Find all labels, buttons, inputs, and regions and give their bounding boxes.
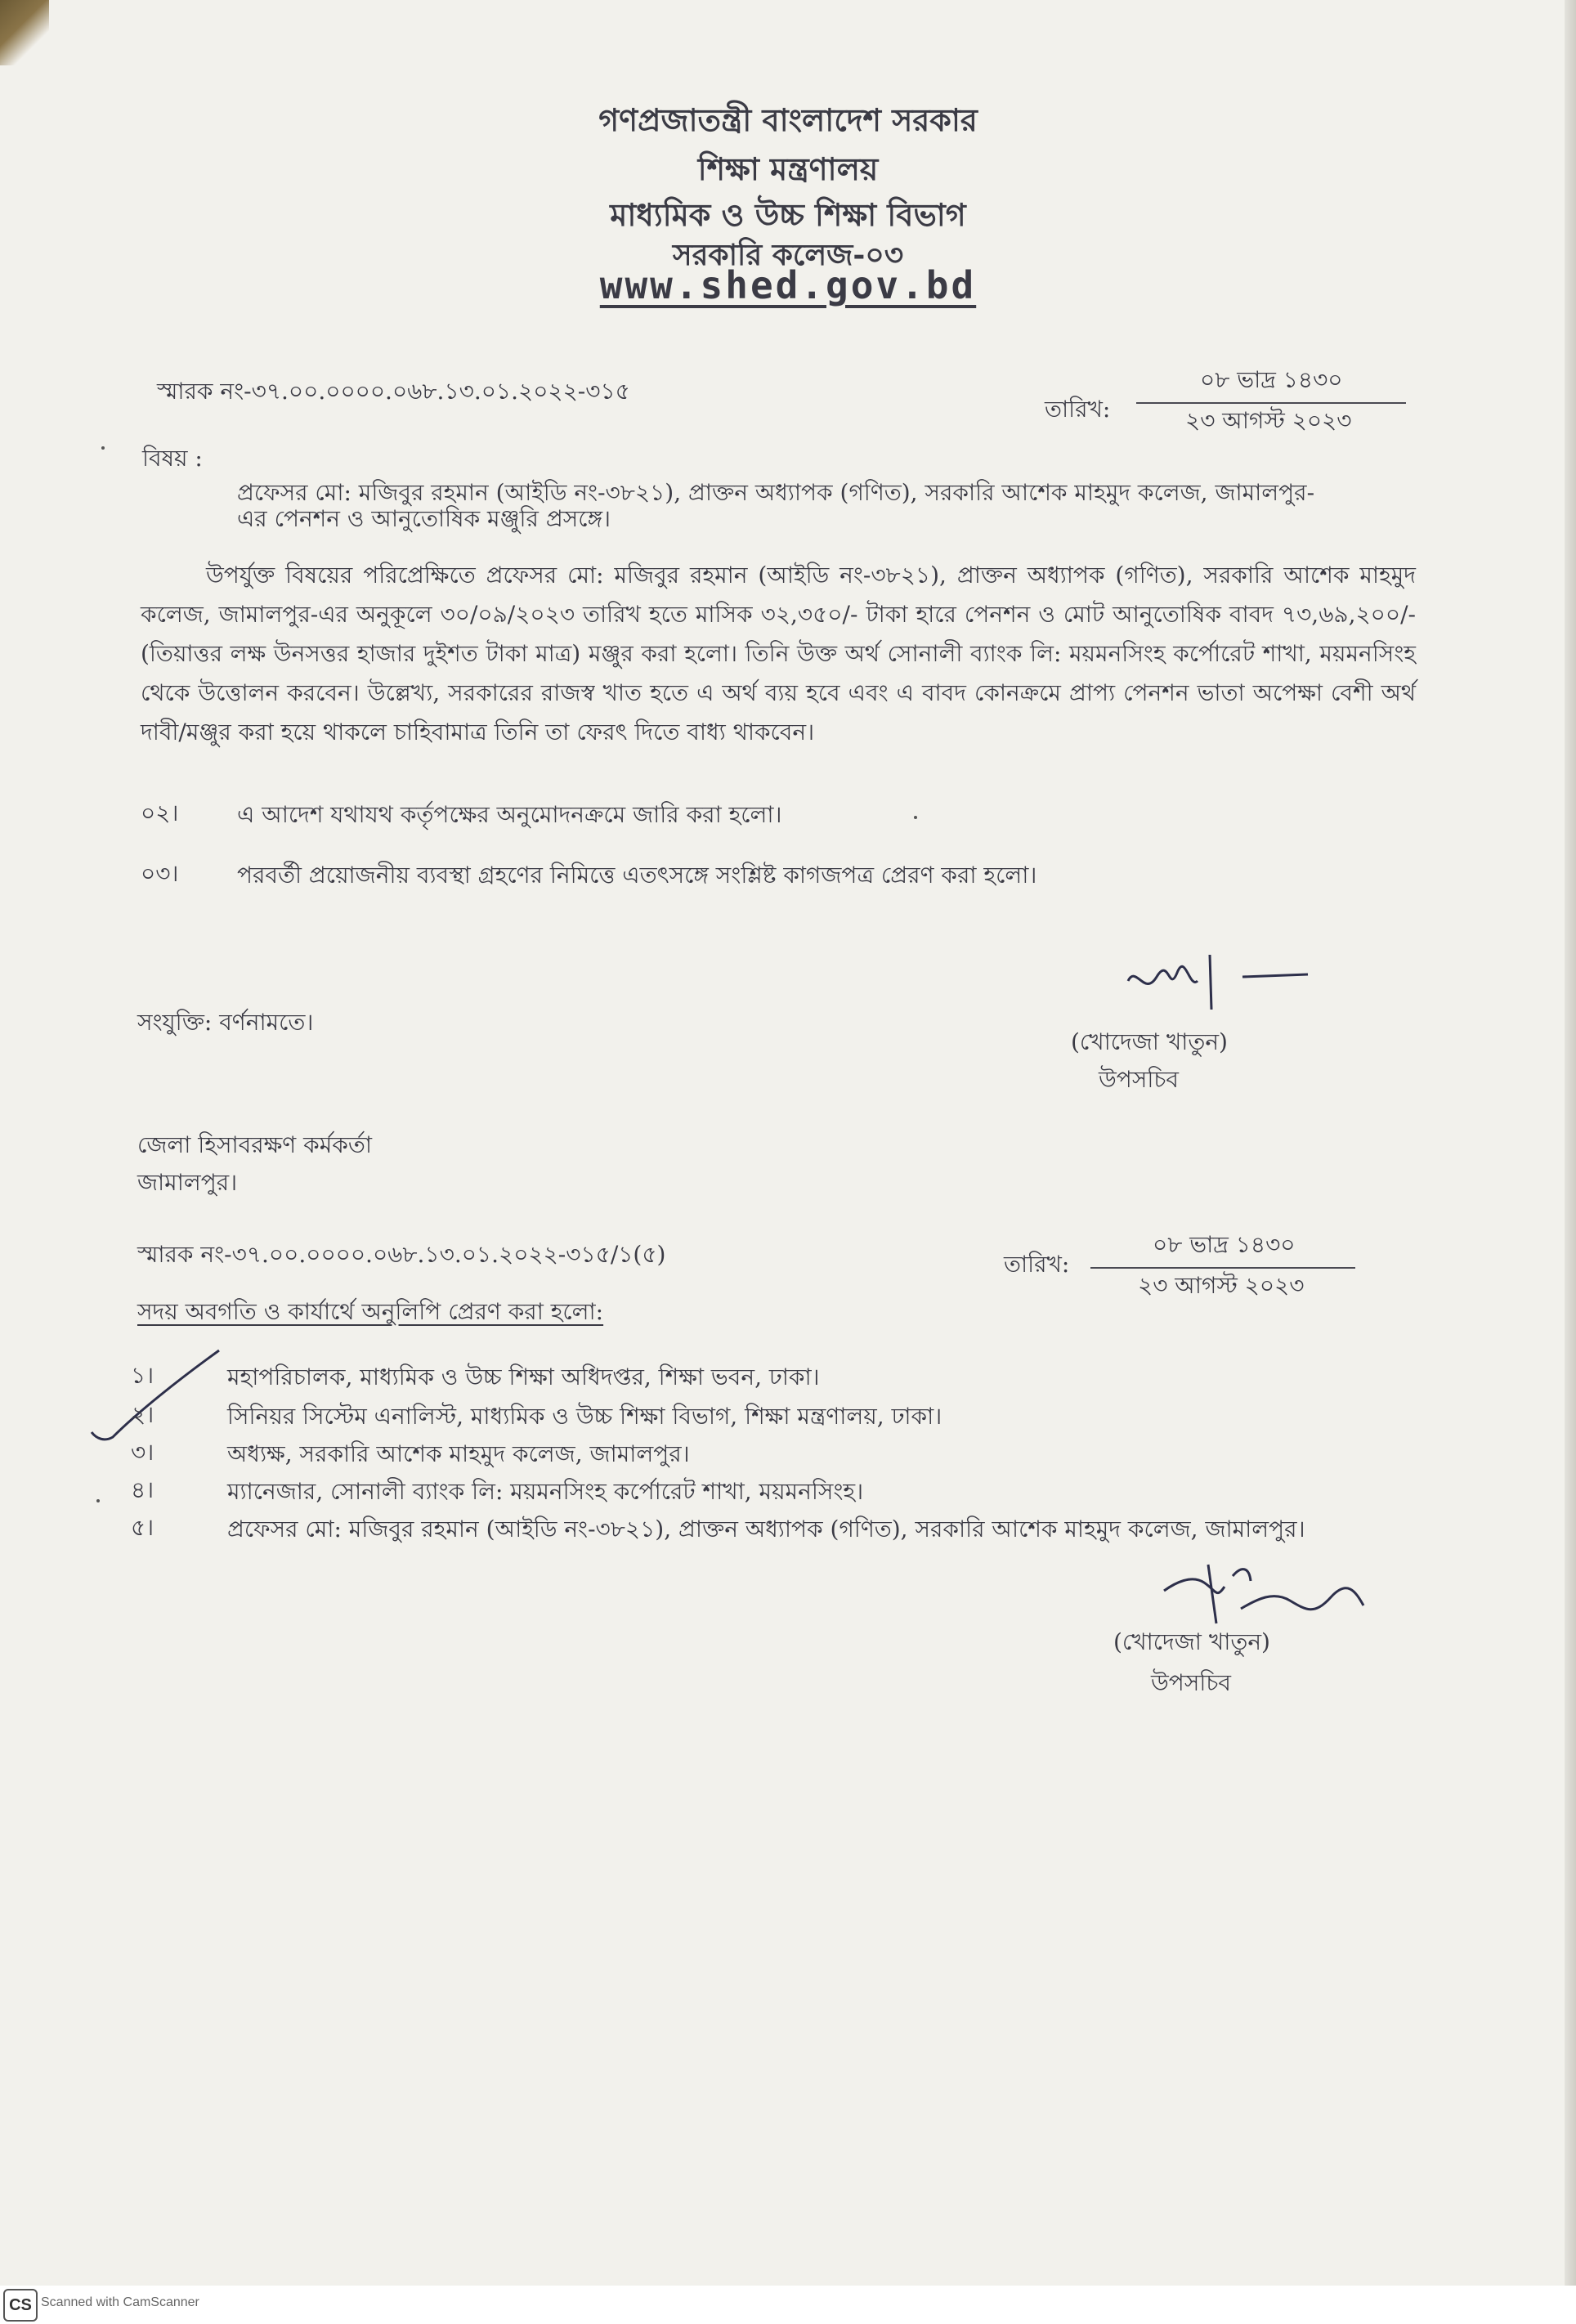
date-divider [1090,1267,1355,1269]
copy-number: ১। [131,1362,154,1389]
memo-reference: স্মারক নং-৩৭.০০.০০০০.০৬৮.১৩.০১.২০২২-৩১৫/১(৫) [137,1241,666,1268]
tick-mark [88,1347,227,1445]
govt-name: গণপ্রজাতন্ত্রী বাংলাদেশ সরকার [598,101,978,138]
point-text: এ আদেশ যথাযথ কর্তৃপক্ষের অনুমোদনক্রমে জারি করা হলো। [237,801,782,828]
signatory-title: উপসচিব [1099,1066,1180,1093]
date-english: ২৩ আগস্ট ২০২৩ [1185,407,1352,434]
section-name: সরকারি কলেজ-০৩ [672,238,904,272]
attachment-note: সংযুক্তি: বর্ণনামতে। [137,1009,314,1036]
scan-speck [96,1499,100,1502]
copy-heading: সদয় অবগতি ও কার্যার্থে অনুলিপি প্রেরণ করা হলো: [137,1298,604,1325]
recipient-line-1: জেলা হিসাবরক্ষণ কর্মকর্তা [137,1131,372,1158]
website-link[interactable] [0,263,1576,307]
scanner-footer [0,2286,1576,2324]
camscanner-logo: CS [3,2289,38,2322]
copy-recipient: ম্যানেজার, সোনালী ব্যাংক লি: ময়মনসিংহ কর্পোরেট শাখা, ময়মনসিংহ। [227,1478,864,1505]
copy-number: ৫। [131,1514,154,1541]
subject-label: বিষয় : [142,445,203,472]
website-text[interactable]: www.shed.gov.bd [599,263,977,307]
recipient-line-2: জামালপুর। [137,1169,238,1196]
copy-number: ৩। [131,1439,154,1466]
subject-line-2: এর পেনশন ও আনুতোষিক মঞ্জুরি প্রসঙ্গে। [237,505,611,532]
date-english: ২৩ আগস্ট ২০২৩ [1138,1272,1305,1299]
copy-number: ৪। [131,1476,154,1503]
camscanner-text: Scanned with CamScanner [41,2295,199,2309]
handwritten-signature [1159,1558,1372,1632]
copy-recipient: সিনিয়র সিস্টেম এনালিস্ট, মাধ্যমিক ও উচ্চ শিক্ষা বিভাগ, শিক্ষা মন্ত্রণালয়, ঢাকা। [227,1403,942,1430]
copy-number: ২। [131,1401,154,1428]
point-text: পরবর্তী প্রয়োজনীয় ব্যবস্থা গ্রহণের নিমিত্তে এতৎসঙ্গে সংশ্লিষ্ট কাগজপত্র প্রেরণ করা হলো। [237,862,1037,889]
date-bangla: ০৮ ভাদ্র ১৪৩০ [1153,1231,1296,1258]
copy-recipient: প্রফেসর মো: মজিবুর রহমান (আইডি নং-৩৮২১), প্রাক্তন অধ্যাপক (গণিত), সরকারি আশেক মাহমুদ কলেজ, জামালপুর। [227,1516,1305,1543]
handwritten-signature [1120,948,1316,1014]
memo-reference: স্মারক নং-৩৭.০০.০০০০.০৬৮.১৩.০১.২০২২-৩১৫ [157,378,630,405]
copy-recipient: অধ্যক্ষ, সরকারি আশেক মাহমুদ কলেজ, জামালপুর। [227,1440,690,1467]
scan-speck [101,446,105,450]
signatory-name: (খোদেজা খাতুন) [1071,1028,1228,1055]
scan-corner-shadow [0,0,49,65]
scan-speck [914,816,917,819]
paper-edge [1565,0,1576,2324]
date-label: তারিখ: [1004,1251,1070,1278]
ministry-name: শিক্ষা মন্ত্রণালয় [697,150,879,187]
signatory-name: (খোদেজা খাতুন) [1113,1628,1270,1655]
copy-recipient: মহাপরিচালক, মাধ্যমিক ও উচ্চ শিক্ষা অধিদপ্তর, শিক্ষা ভবন, ঢাকা। [227,1364,820,1390]
signatory-title: উপসচিব [1151,1669,1232,1696]
subject-line-1: প্রফেসর মো: মজিবুর রহমান (আইডি নং-৩৮২১), প্রাক্তন অধ্যাপক (গণিত), সরকারি আশেক মাহমুদ কলেজ, জামালপুর- [237,479,1315,506]
body-paragraph: উপর্যুক্ত বিষয়ের পরিপ্রেক্ষিতে প্রফেসর মো: মজিবুর রহমান (আইডি নং-৩৮২১), প্রাক্তন অধ্যাপক (গণিত), সরকারি আশেক মাহমুদ কলেজ, জামালপুর-এর অনুকূলে ৩০/০৯/২০২৩ তারিখ হতে মাসিক ৩২,৩৫০/- টাকা হারে পেনশন ও মোট আনুতোষিক বাবদ ৭৩,৬৯,২০০/- (তিয়াত্তর লক্ষ উনসত্তর হাজার দুইশত টাকা মাত্র) মঞ্জুর করা হলো। তিনি উক্ত অর্থ সোনালী ব্যাংক লি: ময়মনসিংহ কর্পোরেট শাখা, ময়মনসিংহ থেকে উত্তোলন করবেন। উল্লেখ্য, সরকারের রাজস্ব খাত হতে এ অর্থ ব্যয় হবে এবং এ বাবদ কোনক্রমে প্রাপ্য পেনশন ভাতা অপেক্ষা বেশী অর্থ দাবী/মঞ্জুর করা হয়ে থাকলে চাহিবামাত্র তিনি তা ফেরৎ দিতে বাধ্য থাকবেন। [141,562,1416,746]
division-name: মাধ্যমিক ও উচ্চ শিক্ষা বিভাগ [610,196,966,233]
point-number: ০২। [141,799,179,826]
date-bangla: ০৮ ভাদ্র ১৪৩০ [1200,366,1343,393]
point-number: ০৩। [141,860,179,887]
date-label: তারিখ: [1045,396,1111,423]
date-divider [1136,402,1406,404]
